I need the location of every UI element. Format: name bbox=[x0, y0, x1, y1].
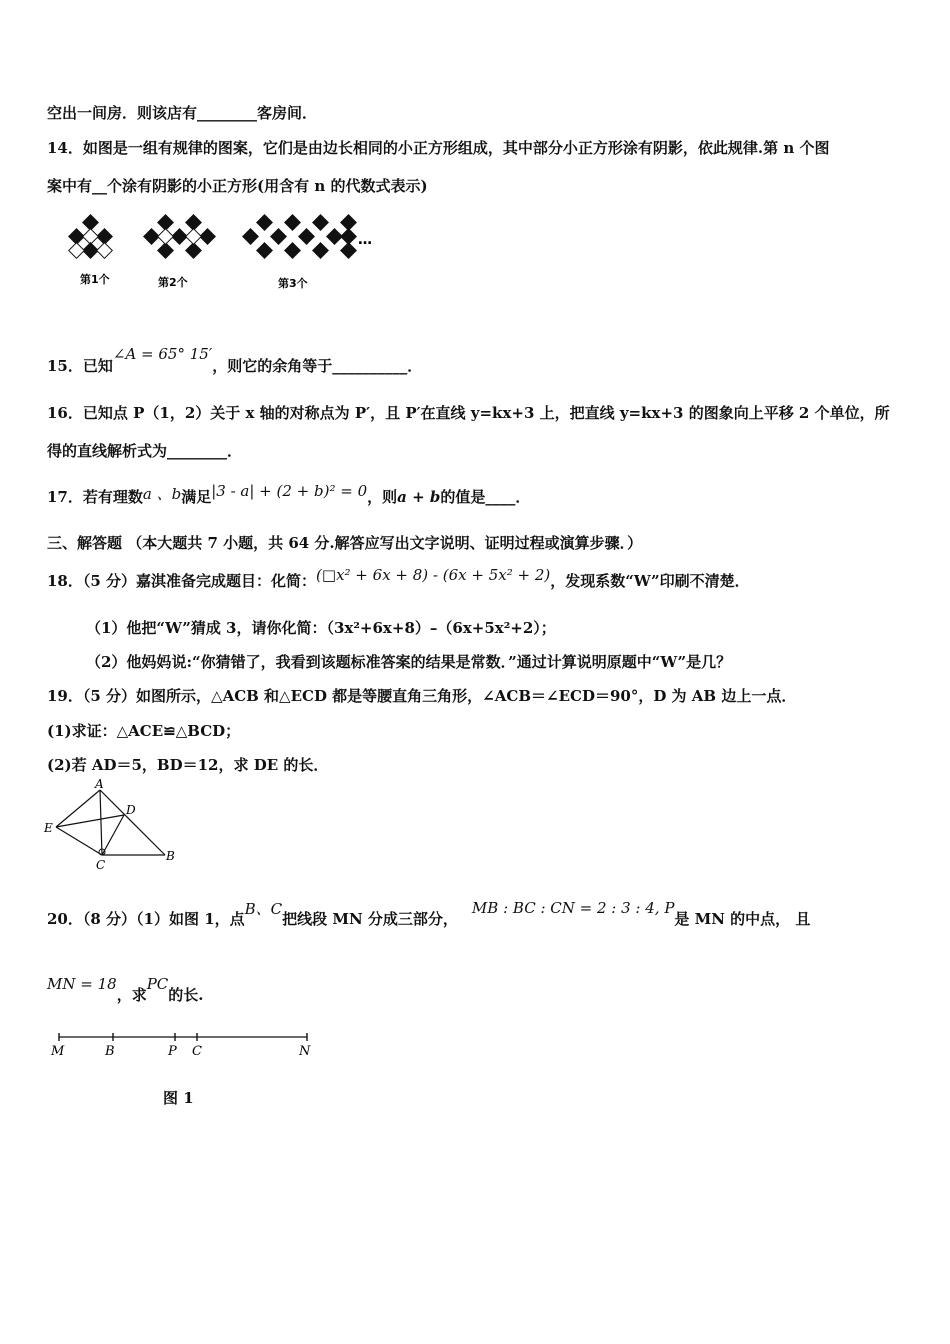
label-N: N bbox=[299, 1044, 311, 1059]
q19-part1: (1)求证：△ACE≌△BCD； bbox=[47, 722, 241, 740]
q20-mid: 把线段 MN 分成三部分， bbox=[282, 910, 458, 928]
q19-triangle-figure bbox=[40, 777, 190, 875]
q20-figure-caption: 图 1 bbox=[163, 1089, 194, 1107]
q20-line2 bbox=[47, 975, 204, 1005]
q17-suffix1: ，则 bbox=[367, 488, 398, 506]
q17-line bbox=[47, 482, 531, 507]
label-B: B bbox=[105, 1044, 115, 1059]
q18-part1: （1）他把“W”猜成 3，请你化简：（3x²+6x+8）–（6x+5x²+2）； bbox=[86, 619, 556, 637]
q20-line2-suffix: 的长. bbox=[168, 986, 204, 1004]
q20-segment-figure bbox=[45, 1025, 325, 1065]
q17-expr: a + b bbox=[397, 488, 441, 506]
label-E: E bbox=[44, 821, 53, 835]
q17-vars: a 、b bbox=[142, 485, 182, 503]
q17-prefix: 17．若有理数 bbox=[47, 488, 143, 506]
q18-prefix: 18．（5 分）嘉淇准备完成题目：化简： bbox=[47, 572, 317, 590]
caption-pattern-2: 第2个 bbox=[158, 276, 188, 289]
q17-suffix2: 的值是____． bbox=[440, 488, 531, 506]
q14-line2: 案中有__个涂有阴影的小正方形(用含有 n 的代数式表示) bbox=[47, 177, 428, 195]
q20-ratio: MB : BC : CN = 2 : 3 : 4, P bbox=[471, 899, 675, 917]
q14-line1: 14．如图是一组有规律的图案，它们是由边长相同的小正方形组成，其中部分小正方形涂有阴影，依此规律.第 n 个图 bbox=[47, 139, 830, 157]
q15-prefix: 15．已知 bbox=[47, 357, 113, 375]
pattern-ellipsis: … bbox=[358, 232, 372, 248]
pattern-3 bbox=[243, 215, 357, 259]
label-M: M bbox=[51, 1044, 65, 1059]
q18-formula: (□x² + 6x + 8) - (6x + 5x² + 2) bbox=[316, 566, 551, 584]
q15-formula: ∠A = 65° 15′ bbox=[112, 345, 213, 363]
q20-suffix: 是 MN 的中点， 且 bbox=[674, 910, 811, 928]
label-A: A bbox=[95, 777, 104, 791]
q20-points: B、C bbox=[244, 900, 283, 918]
q18-part2: （2）他妈妈说:“你猜错了，我看到该题标准答案的结果是常数．”通过计算说明原题中“W”是几？ bbox=[86, 653, 732, 671]
q18-suffix: ，发现系数“W”印刷不清楚． bbox=[550, 572, 750, 590]
label-D: D bbox=[126, 803, 136, 817]
caption-pattern-3: 第3个 bbox=[278, 277, 308, 290]
q20-pc: PC bbox=[146, 975, 169, 993]
q19-part2: (2)若 AD＝5，BD＝12，求 DE 的长． bbox=[47, 756, 329, 774]
q18-line bbox=[47, 566, 750, 591]
q20-line1 bbox=[47, 899, 811, 929]
pattern-1 bbox=[69, 215, 113, 259]
q17-mid: 满足 bbox=[181, 488, 212, 506]
label-B: B bbox=[166, 849, 175, 863]
q17-formula: |3 - a| + (2 + b)² = 0 bbox=[211, 482, 368, 500]
q15-suffix: ，则它的余角等于__________． bbox=[212, 357, 423, 375]
label-C: C bbox=[192, 1044, 202, 1059]
label-C: C bbox=[96, 858, 106, 872]
q16-line2: 得的直线解析式为________． bbox=[47, 442, 243, 460]
pattern-2 bbox=[144, 215, 216, 259]
q20-mn-formula: MN = 18 bbox=[47, 975, 117, 993]
q16-line1: 16．已知点 P（1，2）关于 x 轴的对称点为 P′，且 P′在直线 y=kx+3 上，把直线 y=kx+3 的图象向上平移 2 个单位，所 bbox=[47, 404, 890, 422]
label-P: P bbox=[168, 1044, 177, 1059]
caption-pattern-1: 第1个 bbox=[80, 273, 110, 286]
section-3-heading: 三、解答题 （本大题共 7 小题，共 64 分.解答应写出文字说明、证明过程或演算步骤．） bbox=[47, 534, 643, 552]
q20-line2-mid: ，求 bbox=[116, 986, 147, 1004]
q15-line bbox=[47, 345, 423, 376]
q19-line1: 19．（5 分）如图所示，△ACB 和△ECD 都是等腰直角三角形，∠ACB＝∠ECD＝90°，D 为 AB 边上一点． bbox=[47, 687, 797, 705]
q13-tail: 空出一间房．则该店有________客房间． bbox=[47, 104, 318, 122]
q20-prefix: 20．（8 分）（1）如图 1，点 bbox=[47, 910, 245, 928]
q14-pattern-figure bbox=[60, 210, 370, 300]
